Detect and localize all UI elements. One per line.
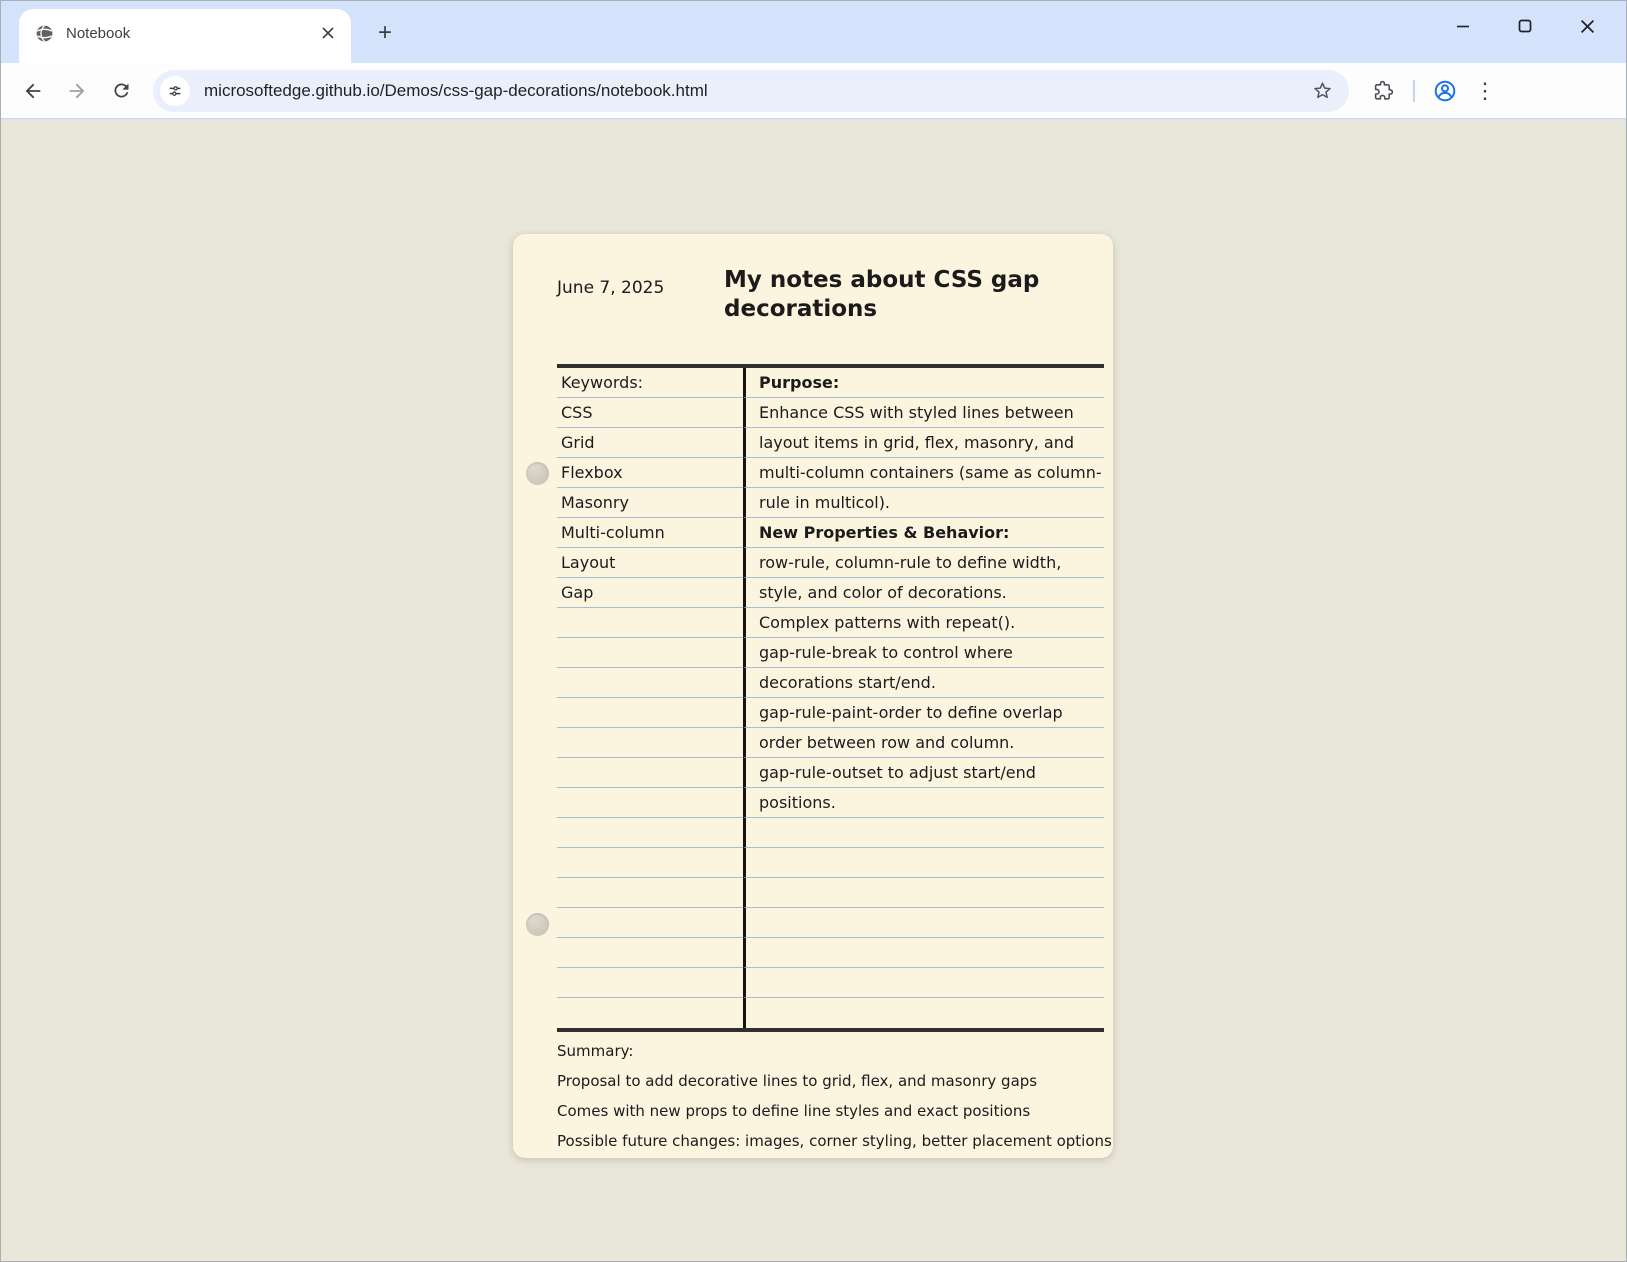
site-settings-button[interactable] <box>160 76 190 106</box>
table-cell-keyword: Multi-column <box>557 518 743 548</box>
tab-close-button[interactable] <box>317 22 339 44</box>
back-button[interactable] <box>11 69 55 113</box>
table-cell-keyword: Masonry <box>557 488 743 518</box>
table-cell-note: Complex patterns with repeat(). <box>743 608 1104 638</box>
table-cell-keyword <box>557 968 743 998</box>
profile-button[interactable] <box>1425 71 1465 111</box>
avatar-icon <box>1433 79 1457 103</box>
table-cell-note: positions. <box>743 788 1104 818</box>
reload-button[interactable] <box>99 69 143 113</box>
summary-line: Possible future changes: images, corner styling, better placement options <box>557 1132 1112 1150</box>
table-cell-note <box>743 878 1104 908</box>
arrow-left-icon <box>22 80 44 102</box>
three-dot-icon: ⋮ <box>1474 77 1496 103</box>
table-cell-keyword <box>557 608 743 638</box>
table-cell-note <box>743 818 1104 848</box>
table-cell-keyword: Flexbox <box>557 458 743 488</box>
close-icon <box>1580 19 1595 34</box>
tab-strip <box>1 1 1626 63</box>
minimize-button[interactable] <box>1432 4 1494 48</box>
arrow-right-icon <box>66 80 88 102</box>
close-window-button[interactable] <box>1556 4 1618 48</box>
table-cell-keyword <box>557 878 743 908</box>
globe-favicon-icon <box>35 24 54 43</box>
forward-button[interactable] <box>55 69 99 113</box>
note-card <box>513 234 1113 1158</box>
table-cell-note <box>743 998 1104 1028</box>
table-cell-keyword <box>557 938 743 968</box>
tab-title: Notebook <box>66 24 131 42</box>
maximize-icon <box>1518 19 1532 33</box>
table-cell-keyword <box>557 758 743 788</box>
summary-heading: Summary: <box>557 1042 634 1060</box>
menu-button[interactable] <box>1465 71 1505 111</box>
table-cell-keyword: Keywords: <box>557 368 743 398</box>
maximize-button[interactable] <box>1494 4 1556 48</box>
table-cell-keyword <box>557 788 743 818</box>
table-cell-keyword <box>557 728 743 758</box>
tab-notebook[interactable] <box>19 9 351 63</box>
table-cell-note: row-rule, column-rule to define width, <box>743 548 1104 578</box>
table-cell-note <box>743 908 1104 938</box>
table-cell-note: Purpose: <box>743 368 1104 398</box>
table-cell-keyword: Grid <box>557 428 743 458</box>
summary-line: Comes with new props to define line styles and exact positions <box>557 1102 1031 1120</box>
toolbar-separator <box>1413 80 1415 102</box>
table-cell-keyword <box>557 848 743 878</box>
table-cell-note: decorations start/end. <box>743 668 1104 698</box>
close-icon <box>322 27 334 39</box>
table-cell-keyword <box>557 698 743 728</box>
bookmark-button[interactable] <box>1305 74 1339 108</box>
reload-icon <box>111 80 132 101</box>
puzzle-icon <box>1373 80 1394 101</box>
table-cell-note <box>743 848 1104 878</box>
table-cell-note <box>743 938 1104 968</box>
summary-section <box>557 1036 1112 1156</box>
table-cell-keyword <box>557 998 743 1028</box>
window-controls <box>1432 1 1618 51</box>
new-tab-button[interactable]: + <box>377 19 392 46</box>
table-cell-keyword <box>557 908 743 938</box>
table-cell-keyword: Layout <box>557 548 743 578</box>
table-cell-note: New Properties & Behavior: <box>743 518 1104 548</box>
table-cell-note: gap-rule-outset to adjust start/end <box>743 758 1104 788</box>
extensions-button[interactable] <box>1363 71 1403 111</box>
page-title: My notes about CSS gap decorations <box>724 267 1040 323</box>
minimize-icon <box>1456 19 1470 33</box>
table-cell-keyword <box>557 638 743 668</box>
note-date: June 7, 2025 <box>557 278 665 298</box>
table-cell-keyword: Gap <box>557 578 743 608</box>
table-cell-note: style, and color of decorations. <box>743 578 1104 608</box>
table-cell-note: multi-column containers (same as column- <box>743 458 1104 488</box>
table-cell-keyword: CSS <box>557 398 743 428</box>
table-cell-note: gap-rule-paint-order to define overlap <box>743 698 1104 728</box>
star-icon <box>1312 80 1333 101</box>
browser-toolbar <box>1 63 1626 119</box>
summary-line: Proposal to add decorative lines to grid, flex, and masonry gaps <box>557 1072 1038 1090</box>
table-cell-keyword <box>557 668 743 698</box>
hole-punch-bottom <box>526 913 549 936</box>
url-bar[interactable] <box>153 70 1349 112</box>
table-cell-note: order between row and column. <box>743 728 1104 758</box>
hole-punch-top <box>526 462 549 485</box>
page-content <box>1 120 1626 1261</box>
table-cell-note: Enhance CSS with styled lines between <box>743 398 1104 428</box>
table-cell-keyword <box>557 818 743 848</box>
tune-icon <box>167 83 183 99</box>
table-cell-note: layout items in grid, flex, masonry, and <box>743 428 1104 458</box>
table-cell-note <box>743 968 1104 998</box>
url-text: microsoftedge.github.io/Demos/css-gap-decorations/notebook.html <box>204 80 708 100</box>
toolbar-right <box>1363 71 1505 111</box>
table-cell-note: rule in multicol). <box>743 488 1104 518</box>
table-cell-note: gap-rule-break to control where <box>743 638 1104 668</box>
notes-table <box>557 364 1104 1032</box>
